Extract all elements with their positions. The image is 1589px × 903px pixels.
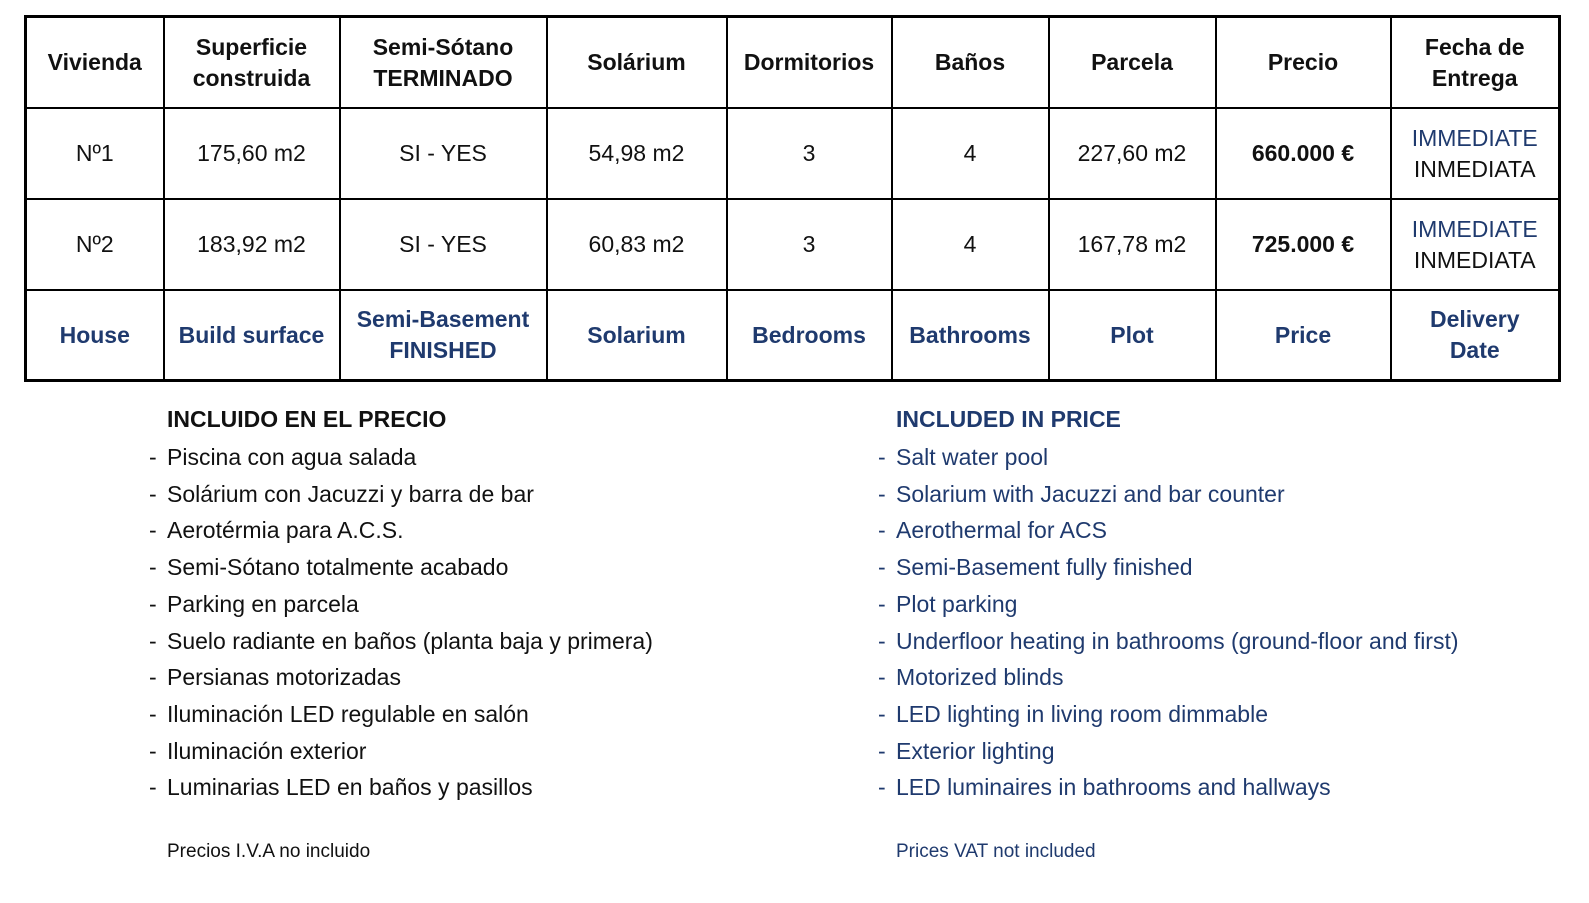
list-item: - Plot parking [878,590,1018,617]
header-plot-es: Parcela [1049,17,1216,109]
delivery-es: INMEDIATA [1413,246,1536,273]
list-item: - Parking en parcela [149,590,359,617]
list-item: - Solárium con Jacuzzi y barra de bar [149,480,534,507]
list-item: - Iluminación exterior [149,737,367,764]
list-item: - LED luminaires in bathrooms and hallways [878,774,1331,801]
cell-price: 725.000 € [1216,199,1391,290]
list-item: - Suelo radiante en baños (planta baja y primera) [149,627,653,654]
cell-build-surface: 183,92 m2 [164,199,340,290]
vat-note-es: Precios I.V.A no incluido [167,841,371,862]
list-item: - Salt water pool [878,444,1049,470]
header-bedrooms-en: Bedrooms [727,290,892,381]
header-plot-en: Plot [1049,290,1216,381]
property-price-table [24,15,1561,382]
cell-house: Nº2 [26,199,164,290]
header-solarium-en: Solarium [547,290,727,381]
cell-delivery [1391,199,1560,290]
header-semi-basement-es: Semi-Sótano TERMINADO [340,17,547,109]
cell-solarium: 54,98 m2 [547,108,727,199]
list-item: - LED lighting in living room dimmable [878,700,1268,727]
table-row-house-2 [26,199,1560,290]
header-bathrooms-es: Baños [892,17,1049,109]
header-solarium-es: Solárium [547,17,727,109]
vat-note-en: Prices VAT not included [896,841,1096,862]
list-item: - Persianas motorizadas [149,664,401,691]
included-list-english [878,402,1459,806]
cell-plot: 227,60 m2 [1049,108,1216,199]
included-title-en: INCLUDED IN PRICE [896,406,1121,432]
cell-solarium: 60,83 m2 [547,199,727,290]
list-item: - Aerothermal for ACS [878,517,1107,544]
header-bathrooms-en: Bathrooms [892,290,1049,381]
cell-delivery [1391,108,1560,199]
header-house-es: Vivienda [26,17,164,109]
list-item: - Solarium with Jacuzzi and bar counter [878,480,1285,507]
cell-plot: 167,78 m2 [1049,199,1216,290]
included-title-es: INCLUIDO EN EL PRECIO [167,406,447,432]
list-item: - Luminarias LED en baños y pasillos [149,774,533,801]
header-delivery-en: Delivery Date [1391,290,1560,381]
table-row-house-1 [26,108,1560,199]
header-row-spanish [26,17,1560,109]
cell-bedrooms: 3 [727,108,892,199]
cell-build-surface: 175,60 m2 [164,108,340,199]
header-price-en: Price [1216,290,1391,381]
list-item: - Iluminación LED regulable en salón [149,700,529,727]
header-semi-basement-en: Semi-Basement FINISHED [340,290,547,381]
cell-house: Nº1 [26,108,164,199]
header-price-es: Precio [1216,17,1391,109]
header-house-en: House [26,290,164,381]
delivery-es: INMEDIATA [1413,155,1536,182]
list-item: - Exterior lighting [878,737,1055,764]
header-bedrooms-es: Dormitorios [727,17,892,109]
delivery-en: IMMEDIATE [1411,124,1538,151]
list-item: - Underfloor heating in bathrooms (ground-floor and first) [878,627,1459,654]
list-item: - Semi-Sótano totalmente acabado [149,554,509,581]
header-row-english [26,290,1560,381]
list-item: - Piscina con agua salada [149,444,417,470]
cell-bedrooms: 3 [727,199,892,290]
cell-bathrooms: 4 [892,199,1049,290]
header-build-surface-en: Build surface [164,290,340,381]
list-item: - Aerotérmia para A.C.S. [149,517,404,544]
header-delivery-es: Fecha de Entrega [1391,17,1560,109]
cell-semi-basement: SI - YES [340,108,547,199]
cell-price: 660.000 € [1216,108,1391,199]
delivery-en: IMMEDIATE [1411,215,1538,242]
cell-semi-basement: SI - YES [340,199,547,290]
included-list-spanish [149,402,653,806]
list-item: - Semi-Basement fully finished [878,554,1193,581]
header-build-surface-es: Superficie construida [164,17,340,109]
list-item: - Motorized blinds [878,664,1064,691]
cell-bathrooms: 4 [892,108,1049,199]
